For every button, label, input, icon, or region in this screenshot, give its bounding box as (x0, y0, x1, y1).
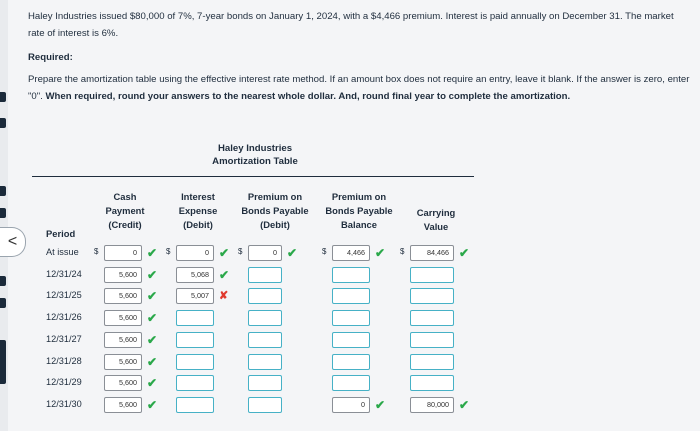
amount-input-interest[interactable] (176, 375, 214, 391)
amount-input-premium_debit[interactable] (248, 332, 282, 348)
row-label: 12/31/28 (46, 355, 82, 366)
left-rail (0, 0, 8, 431)
column-header-premium_debit (234, 190, 316, 232)
amount-input-premium_debit[interactable] (248, 267, 282, 283)
instructions-bold: When required, round your answers to the nearest whole dollar. And, round final year to complete the amortization. (42, 91, 571, 102)
column-header-interest (170, 190, 226, 232)
rail-marker (0, 186, 6, 196)
row-label: 12/31/29 (46, 377, 82, 388)
back-chevron-icon[interactable]: < (0, 227, 26, 257)
check-icon: ✔ (147, 376, 158, 391)
amount-input-balance[interactable] (332, 288, 370, 304)
question-content (28, 8, 692, 167)
amount-input-interest[interactable] (176, 397, 214, 413)
column-header-line: Bonds Payable (325, 205, 393, 216)
amount-input-carrying[interactable] (410, 310, 454, 326)
table-subtitle: Amortization Table (212, 156, 298, 167)
column-header-line: Expense (178, 205, 218, 216)
amount-input-cash[interactable]: 5,600 (104, 310, 142, 326)
row-label: 12/31/27 (46, 333, 82, 344)
instructions-lead: Prepare the amortization table using the effective interest rate method. If an amount box does not require an entry, leave it blank. If the answer is zero, enter "0". (28, 74, 690, 102)
amount-input-carrying[interactable] (410, 354, 454, 370)
check-icon: ✔ (219, 246, 230, 260)
check-icon: ✔ (147, 289, 158, 304)
amount-input-balance[interactable] (332, 375, 370, 391)
row-label: 12/31/24 (46, 268, 82, 279)
check-icon: ✔ (375, 397, 386, 412)
column-header-line: Balance (341, 219, 377, 230)
check-icon: ✔ (147, 397, 158, 412)
amount-input-cash[interactable]: 5,600 (104, 267, 142, 283)
column-header-carrying (408, 206, 464, 234)
required-heading: Required: (28, 52, 73, 63)
amount-input-balance[interactable] (332, 332, 370, 348)
amount-input-interest[interactable] (176, 310, 214, 326)
amount-input-carrying[interactable] (410, 288, 454, 304)
check-icon: ✔ (375, 246, 386, 260)
amount-input-premium_debit[interactable] (248, 288, 282, 304)
column-header-line: Value (423, 221, 449, 232)
check-icon: ✔ (459, 246, 470, 260)
currency-symbol: $ (238, 247, 243, 256)
amount-input-interest[interactable]: 5,068 (176, 267, 214, 283)
amount-input-premium_debit[interactable]: 0 (248, 245, 282, 261)
amount-input-balance[interactable] (332, 310, 370, 326)
amount-input-premium_debit[interactable] (248, 397, 282, 413)
amount-input-carrying[interactable]: 84,466 (410, 245, 454, 261)
currency-symbol: $ (322, 247, 327, 256)
amount-input-carrying[interactable]: 80,000 (410, 397, 454, 413)
table-title (28, 142, 482, 168)
amount-input-cash[interactable]: 0 (104, 245, 142, 261)
column-header-line: (Credit) (108, 219, 142, 230)
check-icon: ✔ (147, 267, 158, 282)
amount-input-cash[interactable]: 5,600 (104, 375, 142, 391)
row-label: 12/31/30 (46, 398, 82, 409)
amount-input-interest[interactable]: 0 (176, 245, 214, 261)
rail-marker (0, 118, 6, 128)
problem-text: Haley Industries issued $80,000 of 7%, 7-year bonds on January 1, 2024, with a $4,466 premium. Interest is paid annually on December 31. The market rate of interest is 6%. (28, 11, 674, 39)
column-header-line: (Debit) (260, 219, 290, 230)
amount-input-cash[interactable]: 5,600 (104, 288, 142, 304)
column-header-line: Interest (181, 191, 215, 202)
row-label: 12/31/26 (46, 312, 82, 323)
row-label: At issue (46, 247, 79, 257)
amount-input-premium_debit[interactable] (248, 310, 282, 326)
column-header-line: Carrying (416, 207, 456, 218)
check-icon: ✔ (219, 267, 230, 282)
instructions (28, 71, 692, 105)
amount-input-interest[interactable]: 5,007 (176, 288, 214, 304)
amount-input-balance[interactable]: 0 (332, 397, 370, 413)
company-name: Haley Industries (217, 143, 293, 154)
amount-input-balance[interactable]: 4,466 (332, 245, 370, 261)
column-header-line: Payment (105, 205, 145, 216)
column-header-line: Bonds Payable (241, 205, 309, 216)
amount-input-cash[interactable]: 5,600 (104, 397, 142, 413)
currency-symbol: $ (400, 247, 405, 256)
amount-input-balance[interactable] (332, 354, 370, 370)
column-header-line: Premium on (247, 191, 303, 202)
column-header-line: (Debit) (183, 219, 213, 230)
amount-input-carrying[interactable] (410, 375, 454, 391)
check-icon: ✔ (147, 332, 158, 347)
check-icon: ✔ (147, 354, 158, 369)
check-icon: ✔ (147, 311, 158, 326)
amount-input-cash[interactable]: 5,600 (104, 354, 142, 370)
currency-symbol: $ (166, 247, 171, 256)
check-icon: ✔ (459, 397, 470, 412)
rail-marker (0, 92, 6, 102)
check-icon: ✔ (147, 246, 158, 260)
row-label: 12/31/25 (46, 290, 82, 301)
amount-input-premium_debit[interactable] (248, 375, 282, 391)
cross-icon: ✘ (219, 290, 229, 303)
rail-marker (0, 298, 6, 308)
rail-marker (0, 276, 6, 286)
column-header-line: Cash (113, 191, 137, 202)
table-divider (32, 176, 474, 177)
amount-input-interest[interactable] (176, 332, 214, 348)
currency-symbol: $ (94, 247, 99, 256)
column-header-period: Period (46, 228, 76, 239)
column-header-premium_balance (318, 190, 400, 232)
column-header-line: Premium on (331, 191, 387, 202)
amount-input-carrying[interactable] (410, 332, 454, 348)
rail-marker (0, 208, 6, 218)
amount-input-balance[interactable] (332, 267, 370, 283)
check-icon: ✔ (287, 246, 298, 260)
amount-input-carrying[interactable] (410, 267, 454, 283)
column-header-cash (98, 190, 152, 232)
amount-input-cash[interactable]: 5,600 (104, 332, 142, 348)
amount-input-interest[interactable] (176, 354, 214, 370)
rail-marker (0, 340, 6, 384)
amount-input-premium_debit[interactable] (248, 354, 282, 370)
